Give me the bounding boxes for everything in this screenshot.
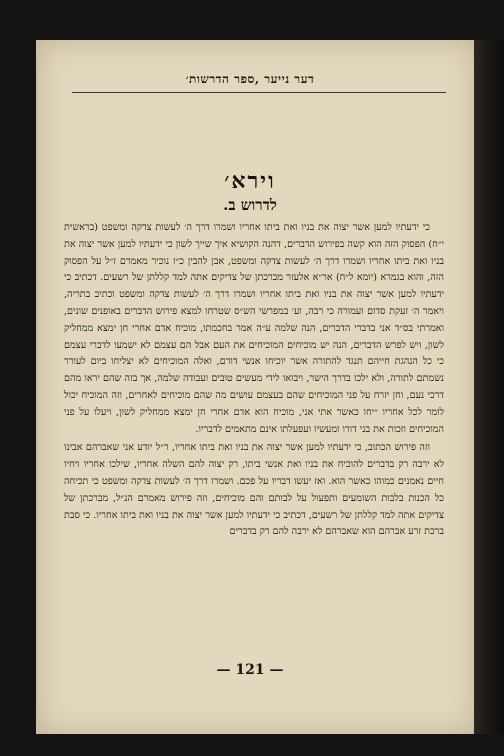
- page-edge-shadow: [474, 40, 504, 734]
- header-rule: [72, 92, 446, 93]
- body-text: [64, 220, 444, 541]
- section-title: וירא׳: [224, 168, 276, 194]
- paragraph-1: כי ידעתיו למען אשר יצוה את בניו ואת ביתו אחריו ושמרו דרך ה׳ לעשות צדקה ומשפט (בראשית י״ח) הפסוק הזה הוא קשה בפירוש הדברים, דהנה הקושיא איך שייך לשון כי ידעתיו למען אשר יצוה את בניו ואת ביתו אחריו ושמרו דרך ה׳ לעשות צדקה ומשפט, אבן להבין כ״ז נוכיר מאמרם ז״ל על הפסוק הזה, והוא בגמרא (יומא ל״ח) אר״א אלעזר מברכתן של צדיקים אתה למד קללתן של רשעים. דכתיב כי ידעתיו למען אשר יצוה את בניו ואת ביתו אחריו ושמרו דרך ה׳ לעשות צדקה ומשפט וכתיב בתריה, ויאמר ה׳ זעקת סדום ועמורה כי רבה, וע׳ במפרשי הש״ס שטרחו למצא פירוש הדברים באופנים שונים, ואמרתי בס״ד אני בדברי הדברים, הנה שלמה ע״ה אמר בחכמתו, מוכיח אדם אחרי חן ימצא ממחליק לשון, ויש לפרש הדברים, הנה יש מוכיחים המוכיחים את העם אבל הם עצמם לא ישמעו לדברי עצמם כי כל הנהגת חייהם תנגד להתורה אשר יוכיחו אנשי דורם, ואלה המוכיחים לא יצליחו ביום לעורר נשמתם לתורה, ולא ילכו בדרך הישר, ויבואו לידי מעשים טובים ועבודה שלמה, אך בזה שהם יראו מהם דרכי נעם, וחן יזרח על פני המוכיחים שהם בעצמם עושים מה שהם מוכיחים לאחרים, וזה המוכיח יכול לומר לכל אחריו ״יחו כאשר אתי אני, מוכיח הוא אדם אחרי חן ימצא ממחליק לשון, ויעלו על פני המוכיחים וזכות את בני דורו ומעשיו ועפעלתו אינם מתאמים לדבריו.: [64, 222, 444, 435]
- running-head: דער נייער ,ספר הדרשות׳: [185, 72, 315, 86]
- section-subtitle: לדרוש ב.: [223, 196, 277, 214]
- page-number: — 121 —: [216, 662, 284, 678]
- paragraph-2: וזה פירוש הכתוב, כי ידעתיו למען אשר יצוה את בניו ואת ביתו אחריו, ר״ל יודע אני שאברהם אבינו לא ירבה רק בדברים להוכיח את בניו ואת אנשי ביתו, רק יצוה להם השלה אחריו, שילכו אחריו ויחיו חיים נאמנים כמוהו כאשר הוא. ואז יעשו דבריו על פכם. ושמרו דרך ה׳ לעשות צדקה ומשפט כי תכיחה כל הכנות בלבות השומעים ותפעול על לבותם והם מוכיחים, וזה פירוש מאמרם הנ״ל, מברכתן של צדיקים אתה למד קללתן של רשעים, דכתיב כי ידעתיו למען אשר יצוה את בניו ואת ביתו אחריו. כי סבת ברכת זרע אברהם הוא שאברהם לא ירבה להם רק בדברים: [64, 442, 444, 538]
